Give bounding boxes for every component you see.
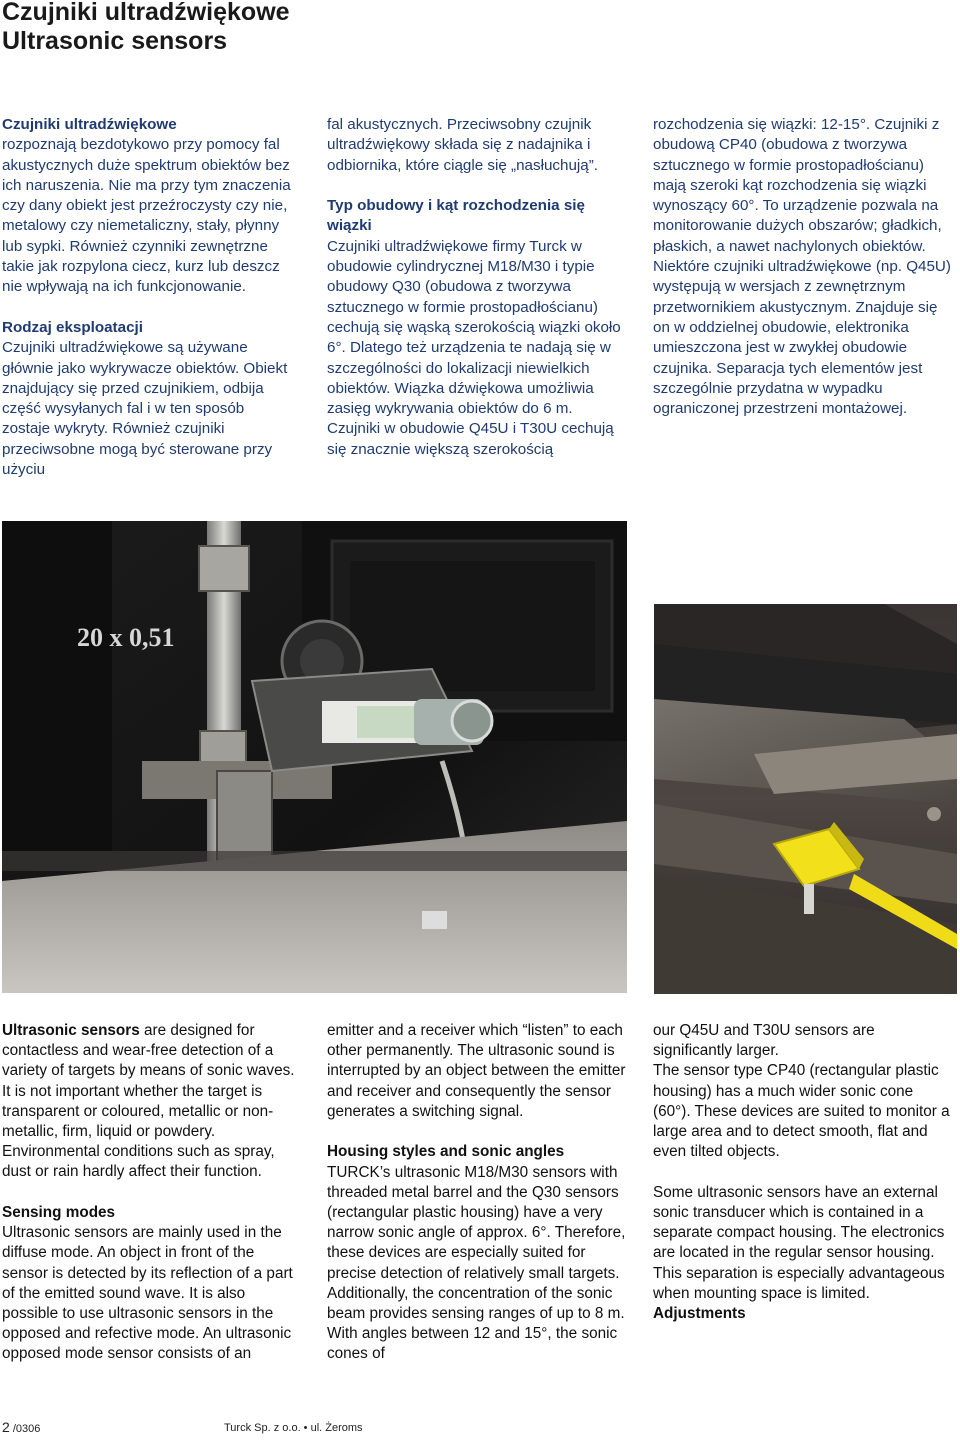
en-housing-heading: Housing styles and sonic angles — [327, 1143, 565, 1161]
en-column-1 — [2, 1021, 298, 1365]
pl-housing-section — [327, 196, 629, 460]
page-title — [2, 0, 290, 56]
en-col2-continuation: emitter and a receiver which “listen” to each other permanently. The ultrasonic sound is interrupted by an object between the emitter and receiver and consequently the sensor generates a switching signal. — [327, 1022, 626, 1120]
en-intro-bold: Ultrasonic sensors — [2, 1022, 140, 1039]
en-col3-p3 — [653, 1183, 953, 1324]
photo-label-text: 20 x 0,51 — [77, 623, 175, 652]
pl-column-3 — [653, 115, 956, 419]
en-housing-text: TURCK’s ultrasonic M18/M30 sensors with threaded metal barrel and the Q30 sensors (rectangular plastic housing) have a very narrow sonic angle of approx. 6°. Therefore, these devices are especially suited for precise detection of relatively small targets. Additionally, the concentration of the sonic beam provides sensing ranges of up to 8 m. With angles between 12 and 15°, the sonic cones of — [327, 1163, 626, 1363]
photo-sensor-bracket-image — [2, 521, 627, 993]
en-column-2 — [327, 1021, 627, 1365]
pl-column-2 — [327, 115, 629, 460]
pl-intro-bold: Czujniki ultradźwiękowe — [2, 116, 177, 133]
pl-housing-text: Czujniki ultradźwiękowe firmy Turck w obudowie cylindrycznej M18/M30 i typie obudowy Q30 (obudowa z tworzywa sztucznego w formie prostopadłościanu) cechują się wąską szerokością wiązki około 6°. Dlatego też urządzenia te nadają się w szczególności do lokalizacji niewielkich obiektów. Wiązka dźwiękowa umożliwia zasięg wykrywania obiektów do 6 m. Czujniki w obudowie Q45U i T30U cechują się znacznie większą szerokością — [327, 237, 621, 458]
pl-housing-heading: Typ obudowy i kąt rozchodzenia się wiązki — [327, 197, 585, 235]
title-english: Ultrasonic sensors — [2, 27, 228, 55]
pl-intro-paragraph — [2, 115, 294, 298]
pl-modes-text: Czujniki ultradźwiękowe są używane głównie jako wykrywacze obiektów. Obiekt znajdujący się przed czujnikiem, odbija część wysyłanych fal i w ten sposób zostaje wykryty. Również czujniki przeciwsobne mogą być sterowane przy użyciu — [2, 339, 288, 479]
en-intro-text: are designed for contactless and wear-free detection of a variety of targets by means of sonic waves. It is not important whether the target is transparent or coloured, metallic or non-metallic, firm, liquid or powdery. Environmental conditions such as spray, dust or rain hardly affect their function. — [2, 1022, 295, 1181]
pl-modes-heading: Rodzaj eksploatacji — [2, 318, 143, 336]
en-intro-paragraph — [2, 1021, 298, 1183]
page-number — [2, 1420, 40, 1436]
en-adjustments-heading: Adjustments — [653, 1304, 746, 1322]
page-code: /0306 — [12, 1423, 41, 1435]
page-number-value: 2 — [2, 1419, 10, 1435]
pl-col2-continuation: fal akustycznych. Przeciwsobny czujnik ultradźwiękowy składa się z nadajnika i odbiornika, które ciągle się „nasłuchują”. — [327, 116, 598, 174]
en-modes-text: Ultrasonic sensors are mainly used in the diffuse mode. An object in front of the sensor is detected by its reflection of a part of the emitted sound wave. It is also possible to use ultrasonic sensors in the opposed and refective mode. An ultrasonic opposed mode sensor consists of an — [2, 1224, 293, 1363]
footer-address: Turck Sp. z o.o. • ul. Żeroms — [224, 1422, 363, 1434]
en-housing-section — [327, 1142, 627, 1364]
pl-intro-text: rozpoznają bezdotykowo przy pomocy fal akustycznych duże spektrum obiektów bez ich naruszenia. Nie ma przy tym znaczenia czy dany obiekt jest przeźroczysty czy nie, metalowy czy niemetaliczny, stały, płynny lub sypki. Również czynniki zewnętrzne takie jak rozpylona ciecz, kurz lub deszcz nie wpływają na ich funkcjonowanie. — [2, 136, 291, 296]
pl-column-1 — [2, 115, 294, 480]
en-col3-p2: The sensor type CP40 (rectangular plastic housing) has a much wider sonic cone (60°). These devices are suited to monitor a large area and to detect smooth, flat and even tilted objects. — [653, 1062, 950, 1161]
en-modes-section — [2, 1203, 298, 1365]
en-col3-p3-text: Some ultrasonic sensors have an external sonic transducer which is contained in a separate compact housing. The electronics are located in the regular sensor housing. This separation is especially advantageous when mounting space is limited. — [653, 1183, 945, 1302]
photo-yellow-sensor-image — [654, 604, 957, 994]
photo-yellow-sensor — [654, 604, 957, 994]
en-col3-p1: our Q45U and T30U sensors are significantly larger. — [653, 1022, 875, 1060]
photo-sensor-bracket — [2, 521, 627, 993]
en-column-3 — [653, 1021, 953, 1324]
title-polish: Czujniki ultradźwiękowe — [2, 0, 290, 26]
en-modes-heading: Sensing modes — [2, 1203, 116, 1221]
pl-col3-text: rozchodzenia się wiązki: 12-15°. Czujniki z obudową CP40 (obudowa z tworzywa sztucznego w formie prostopadłościanu) mają szeroki kąt rozchodzenia się wiązki wynoszący 60°. To urządzenie pozwala na monitorowanie dużych obszarów; gładkich, płaskich, a nawet nachylonych obiektów. Niektóre czujniki ultradźwiękowe (np. Q45U) występują w wersjach z zewnętrznym przetwornikiem akustycznym. Znajduje się on w oddzielnej obudowie, elektronika umieszczona jest w zwykłej obudowie czujnika. Separacja tych elementów jest szczególnie przydatna w wypadku ograniczonej przestrzeni montażowej. — [653, 116, 951, 418]
pl-modes-section — [2, 318, 294, 480]
